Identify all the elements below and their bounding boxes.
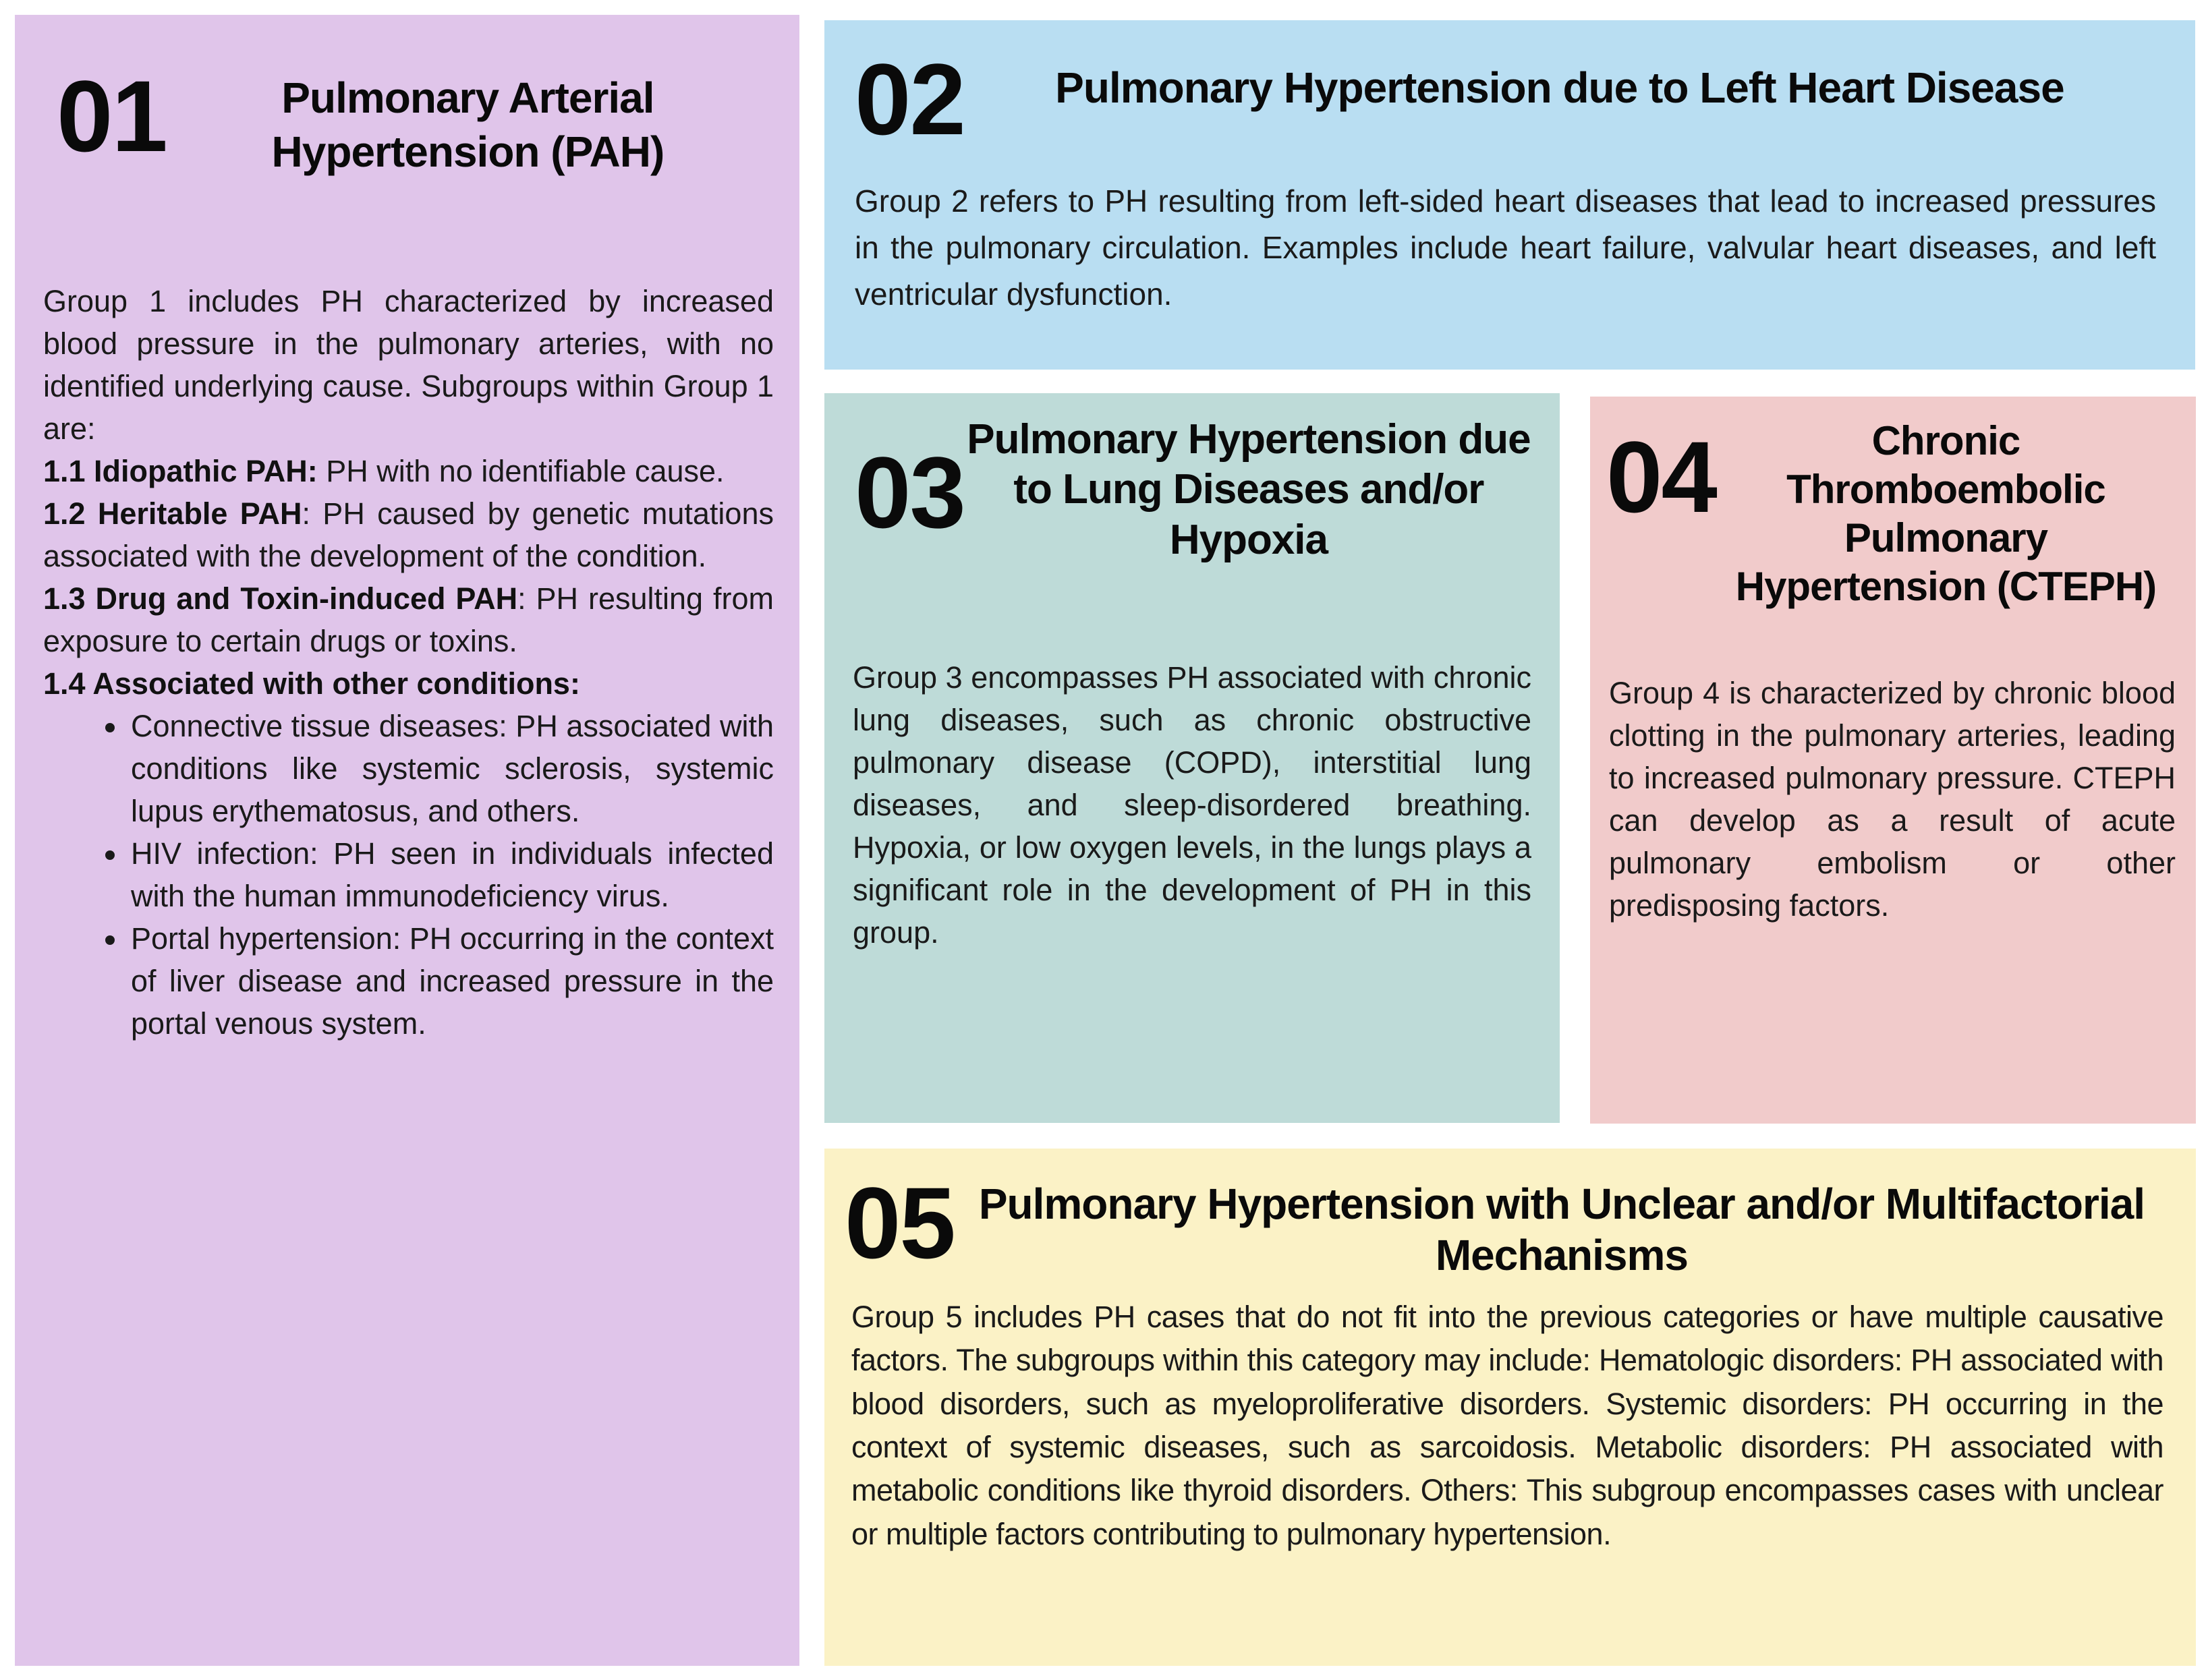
group1-subitem-1-2-label: 1.2 Heritable PAH <box>43 496 302 531</box>
panel-group1-title: Pulmonary Arterial Hypertension (PAH) <box>271 74 664 176</box>
group1-subitem-1-2-text: : PH caused by genetic mutations associated with the development of the condition. <box>43 496 774 573</box>
panel-group3-title: Pulmonary Hypertension due to Lung Diseases and/or Hypoxia <box>967 416 1531 563</box>
group4-description: Group 4 is characterized by chronic blood clotting in the pulmonary arteries, leading to increased pulmonary pressure. CTEPH can develop as a result of acute pulmonary embolism or other predisposing factors. <box>1609 676 2176 923</box>
group1-subitem-1-4 <box>43 662 774 705</box>
group3-description: Group 3 encompasses PH associated with chronic lung diseases, such as chronic obstructive pulmonary disease (COPD), interstitial lung diseases, and sleep-disordered breathing. Hypoxia, or low oxygen levels, in the lungs plays a significant role in the development of PH in this group. <box>853 660 1531 950</box>
group1-condition-list <box>43 705 774 1045</box>
group1-bullet-connective-tissue: • Connective tissue diseases: PH associated with conditions like systemic sclerosis, systemic lupus erythematosus, and others. <box>128 705 774 832</box>
panel-group3-body <box>824 656 1560 954</box>
group1-bullet-portal-hypertension: • Portal hypertension: PH occurring in the context of liver disease and increased pressure in the portal venous system. <box>128 917 774 1045</box>
panel-group1-pah <box>15 15 799 1666</box>
group1-subitem-1-1-label: 1.1 Idiopathic PAH: <box>43 454 318 488</box>
panel-group2-left-heart-disease <box>824 20 2195 370</box>
group2-description: Group 2 refers to PH resulting from left-sided heart diseases that lead to increased pressures in the pulmonary circulation. Examples include heart failure, valvular heart diseases, and left ventricular dysfunction. <box>855 183 2156 312</box>
group1-subitem-1-2 <box>43 492 774 577</box>
panel-group4-header <box>1590 397 2196 611</box>
group5-description: Group 5 includes PH cases that do not fit into the previous categories or have multiple causative factors. The subgroups within this category may include: Hematologic disorders: PH associated with blood disorders, such as myeloproliferative disorders. Systemic disorders: PH occurring in the context of systemic diseases, such as sarcoidosis. Metabolic disorders: PH associated with metabolic conditions like thyroid disorders. Others: This subgroup encompasses cases with unclear or multiple factors contributing to pulmonary hypertension. <box>851 1300 2163 1551</box>
panel-group1-header <box>15 15 799 179</box>
panel-group5-title: Pulmonary Hypertension with Unclear and/or Multifactorial Mechanisms <box>978 1180 2145 1279</box>
panel-group4-title: Chronic Thromboembolic Pulmonary Hypertension (CTEPH) <box>1735 418 2157 609</box>
panel-group3-lung-disease-hypoxia <box>824 393 1560 1123</box>
group1-subitem-1-3-label: 1.3 Drug and Toxin-induced PAH <box>43 581 518 616</box>
group1-subitem-1-3 <box>43 577 774 662</box>
panel-group2-title: Pulmonary Hypertension due to Left Heart Disease <box>1055 63 2064 112</box>
group1-bullet-hiv: • HIV infection: PH seen in individuals infected with the human immunodeficiency virus. <box>128 832 774 917</box>
group1-subitem-1-1-text: PH with no identifiable cause. <box>317 454 725 488</box>
panel-group2-number: 02 <box>855 42 965 156</box>
panel-group1-body <box>15 280 799 1045</box>
group1-subitem-1-1 <box>43 450 774 492</box>
group1-intro: Group 1 includes PH characterized by increased blood pressure in the pulmonary arteries, with no identified underlying cause. Subgroups within Group 1 are: <box>43 284 774 446</box>
panel-group2-header <box>824 20 2195 156</box>
group1-subitem-1-4-label: 1.4 Associated with other conditions: <box>43 666 580 701</box>
panel-group3-header <box>824 393 1560 565</box>
panel-group5-header <box>824 1149 2196 1281</box>
panel-group4-cteph <box>1590 397 2196 1124</box>
panel-group5-number: 05 <box>845 1166 955 1279</box>
panel-group5-body <box>824 1296 2196 1556</box>
group1-subitem-1-3-text: : PH resulting from exposure to certain drugs or toxins. <box>43 581 774 658</box>
panel-group1-number: 01 <box>57 59 167 173</box>
panel-group4-number: 04 <box>1606 420 1716 533</box>
panel-group5-multifactorial <box>824 1149 2196 1666</box>
panel-group3-number: 03 <box>855 435 965 549</box>
panel-group2-body <box>824 178 2195 318</box>
panel-group4-body <box>1590 672 2196 927</box>
